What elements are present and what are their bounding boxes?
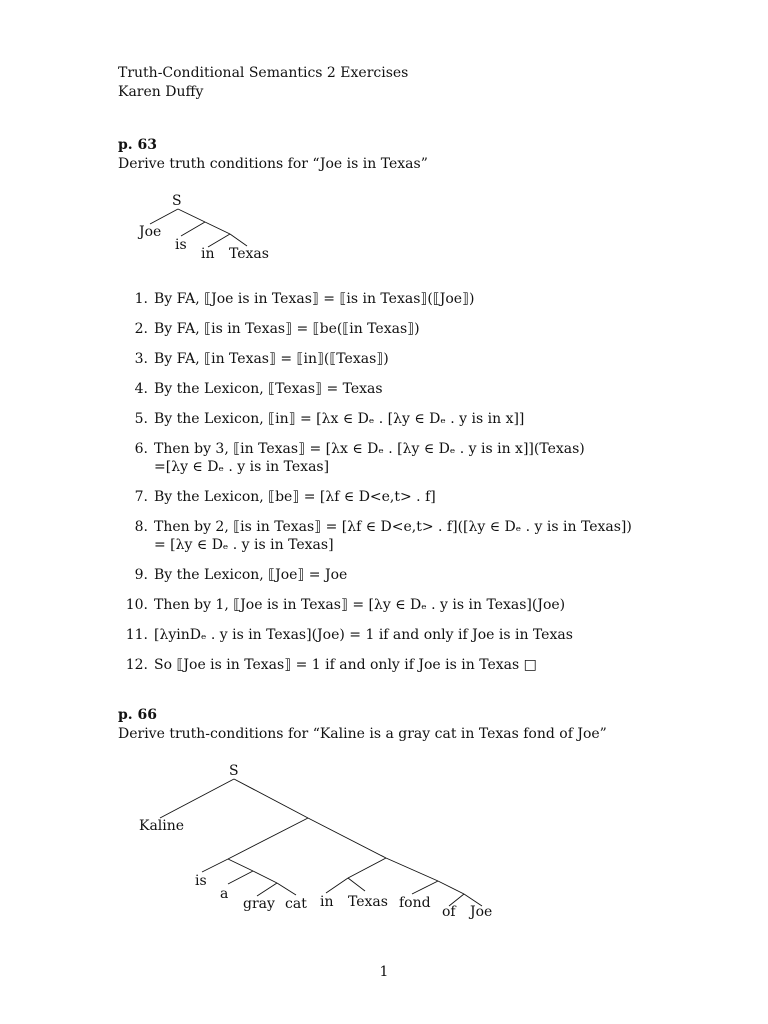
step-number: 4. [134, 381, 148, 397]
tree2-edge [228, 818, 308, 859]
tree1-root-label: S [172, 193, 182, 209]
step-continuation: =[λy ∈ Dₑ . y is in Texas] [154, 459, 330, 475]
tree2-edge [228, 871, 253, 884]
section-heading-p66: p. 66 [118, 707, 158, 723]
step-text: By FA, ⟦in Texas⟧ = ⟦in⟧(⟦Texas⟧) [154, 351, 389, 367]
tree2-leaf-cat: cat [285, 896, 307, 912]
tree2-edge [253, 871, 277, 883]
step-text: By the Lexicon, ⟦Joe⟧ = Joe [154, 567, 348, 583]
tree1-edge [150, 209, 178, 224]
step-number: 7. [134, 489, 148, 505]
step-number: 1. [134, 291, 148, 307]
tree1-leaf-texas: Texas [229, 246, 269, 262]
step-continuation: = [λy ∈ Dₑ . y is in Texas] [154, 537, 334, 553]
step-text: Then by 3, ⟦in Texas⟧ = [λx ∈ Dₑ . [λy ∈ Dₑ . y is in x]](Texas) [154, 441, 585, 457]
derivation-step [118, 350, 718, 380]
tree1-leaf-is: is [175, 237, 187, 253]
step-text: By FA, ⟦is in Texas⟧ = ⟦be(⟦in Texas⟧) [154, 321, 420, 337]
derivation-step [118, 410, 718, 440]
step-text: By the Lexicon, ⟦Texas⟧ = Texas [154, 381, 383, 397]
tree2-leaf-of: of [442, 904, 456, 920]
step-number: 12. [125, 657, 148, 673]
tree1-edge [205, 222, 230, 234]
tree2-leaf-fond: fond [399, 895, 431, 911]
derivation-step [118, 626, 718, 656]
derivation-step [118, 380, 718, 410]
page-number: 1 [379, 964, 389, 980]
step-number: 5. [134, 411, 148, 427]
derivation-steps [118, 290, 718, 686]
derivation-step [118, 488, 718, 518]
step-text: So ⟦Joe is in Texas⟧ = 1 if and only if Joe is in Texas □ [154, 657, 537, 673]
tree2-leaf-joe: Joe [470, 904, 493, 920]
tree2-edge [202, 859, 228, 872]
tree2-edge [277, 883, 296, 895]
tree2-edge [348, 878, 365, 891]
derivation-step [118, 440, 718, 488]
derivation-step [118, 518, 718, 566]
tree2-edge [386, 858, 438, 881]
derivation-step [118, 656, 718, 686]
step-text: By FA, ⟦Joe is in Texas⟧ = ⟦is in Texas⟧(⟦Joe⟧) [154, 291, 475, 307]
step-number: 11. [125, 627, 148, 643]
tree2-edge [412, 881, 438, 894]
document-author: Karen Duffy [118, 84, 204, 100]
section-prompt-p66: Derive truth-conditions for “Kaline is a gray cat in Texas fond of Joe” [118, 726, 607, 742]
step-text: [λyinDₑ . y is in Texas](Joe) = 1 if and only if Joe is in Texas [154, 627, 573, 643]
tree2-edge [234, 779, 308, 818]
step-number: 9. [134, 567, 148, 583]
tree2-edge [308, 818, 386, 858]
tree2-leaf-a: a [220, 886, 229, 902]
step-text: Then by 1, ⟦Joe is in Texas⟧ = [λy ∈ Dₑ . y is in Texas](Joe) [154, 597, 566, 613]
step-text: By the Lexicon, ⟦in⟧ = [λx ∈ Dₑ . [λy ∈ Dₑ . y is in x]] [154, 411, 525, 427]
step-text: Then by 2, ⟦is in Texas⟧ = [λf ∈ D<e,t> . f]([λy ∈ Dₑ . y is in Texas]) [154, 519, 632, 535]
syntax-tree-2 [0, 740, 768, 940]
tree2-edge [257, 883, 277, 896]
tree2-leaf-gray: gray [243, 896, 275, 912]
section-prompt-p63: Derive truth conditions for “Joe is in Texas” [118, 156, 428, 172]
section-heading-p63: p. 63 [118, 137, 158, 153]
tree1-edge [178, 209, 205, 222]
tree2-leaf-in: in [320, 894, 334, 910]
step-number: 3. [134, 351, 148, 367]
tree2-leaf-is: is [195, 873, 207, 889]
syntax-tree-1 [0, 0, 768, 280]
tree2-edge [160, 779, 234, 818]
tree2-leaf-kaline: Kaline [139, 818, 185, 834]
derivation-step [118, 320, 718, 350]
tree1-leaf-in: in [201, 246, 215, 262]
derivation-step [118, 566, 718, 596]
step-text: By the Lexicon, ⟦be⟧ = [λf ∈ D<e,t> . f] [154, 489, 436, 505]
tree2-edge [438, 881, 464, 894]
step-number: 8. [134, 519, 148, 535]
step-number: 6. [134, 441, 148, 457]
document-title: Truth-Conditional Semantics 2 Exercises [118, 65, 409, 81]
tree2-root-label: S [229, 763, 239, 779]
derivation-step [118, 596, 718, 626]
tree2-edge [326, 878, 348, 893]
tree2-edge [348, 858, 386, 878]
tree1-edge [181, 222, 205, 236]
tree1-leaf-joe: Joe [139, 224, 162, 240]
step-number: 10. [125, 597, 148, 613]
derivation-step [118, 290, 718, 320]
step-number: 2. [134, 321, 148, 337]
tree1-edge [230, 234, 247, 246]
tree2-leaf-texas: Texas [348, 894, 388, 910]
tree2-edge [228, 859, 253, 871]
